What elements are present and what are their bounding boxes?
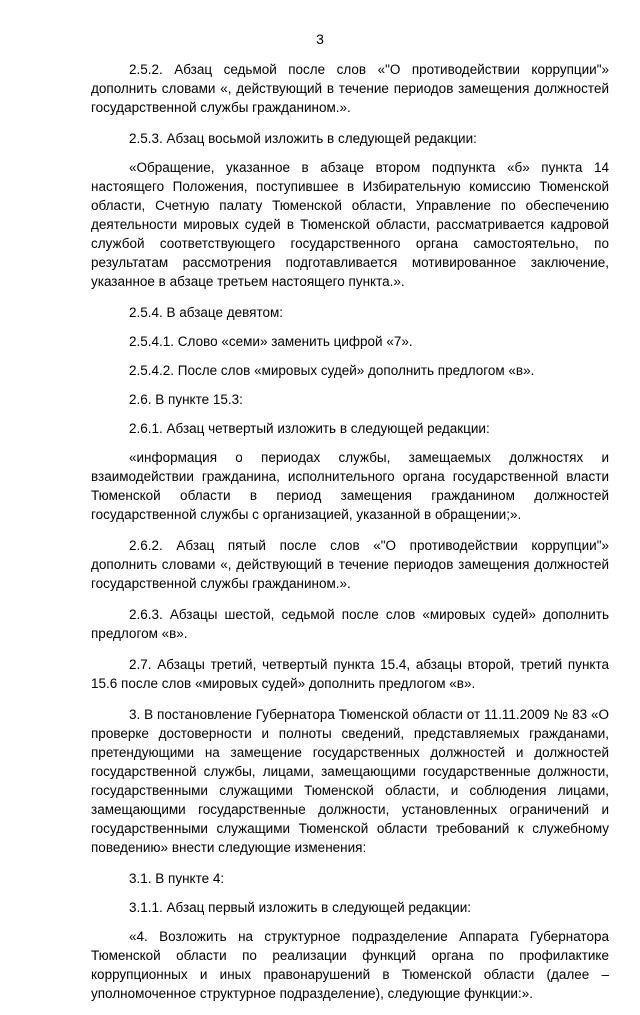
paragraph-2-6-2: 2.6.2. Абзац пятый после слов «"О противодействии коррупции"» дополнить словами «, действующий в течение периодов замещения должностей государственной службы гражданином.». [91,538,609,591]
paragraph-2-5-2: 2.5.2. Абзац седьмой после слов «"О противодействии коррупции"» дополнить словами «, действующий в течение периодов замещения должностей государственной службы гражданином.». [91,62,609,115]
page-number: 3 [316,31,324,47]
paragraph-2-5-4: 2.5.4. В абзаце девятом: [129,305,284,320]
document-body [91,60,609,1015]
paragraph-2-6-1: 2.6.1. Абзац четвертый изложить в следующей редакции: [129,421,490,436]
paragraph-3: 3. В постановление Губернатора Тюменской области от 11.11.2009 № 83 «О проверке достоверности и полноты сведений, представляемых гражданами, претендующими на замещение государственных должностей и должностей государственной службы, лицами, замещающими государственные должности, государственными служащими Тюменской области, и соблюдения лицами, замещающими государственные должности, установленных ограничений и государственными служащими Тюменской области требований к служебному поведению» внести следующие изменения: [91,707,609,855]
paragraph-2-6-3: 2.6.3. Абзацы шестой, седьмой после слов «мировых судей» дополнить предлогом «в». [91,607,609,641]
paragraph-2-5-4-1: 2.5.4.1. Слово «семи» заменить цифрой «7». [129,334,413,349]
paragraph-3-1-1: 3.1.1. Абзац первый изложить в следующей редакции: [129,900,471,915]
paragraph-quote-obrashchenie: «Обращение, указанное в абзаце втором подпункта «б» пункта 14 настоящего Положения, поступившее в Избирательную комиссию Тюменской области, Счетную палату Тюменской области, Управление по обеспечению деятельности мировых судей в Тюменской области, рассматривается кадровой службой соответствующего государственного органа самостоятельно, по результатам рассмотрения подготавливается мотивированное заключение, указанное в абзаце третьем настоящего пункта.». [91,160,609,289]
paragraph-2-7: 2.7. Абзацы третий, четвертый пункта 15.4, абзацы второй, третий пункта 15.6 после слов «мировых судей» дополнить предлогом «в». [91,657,609,691]
paragraph-2-5-4-2: 2.5.4.2. После слов «мировых судей» дополнить предлогом «в». [129,363,535,378]
paragraph-quote-vozlozhit: «4. Возложить на структурное подразделение Аппарата Губернатора Тюменской области по реализации функций органа по профилактике коррупционных и иных правонарушений в Тюменской области (далее – уполномоченное структурное подразделение), следующие функции:». [91,929,609,1001]
paragraph-2-5-3: 2.5.3. Абзац восьмой изложить в следующей редакции: [129,131,477,146]
paragraph-quote-informatsiya: «информация о периодах службы, замещаемых должностях и взаимодействии гражданина, исполнительного органа государственной власти Тюменской области в период замещения гражданином должностей государственной службы с организацией, указанной в обращении;». [91,450,609,522]
paragraph-2-6: 2.6. В пункте 15.3: [129,392,243,407]
paragraph-3-1: 3.1. В пункте 4: [129,871,225,886]
